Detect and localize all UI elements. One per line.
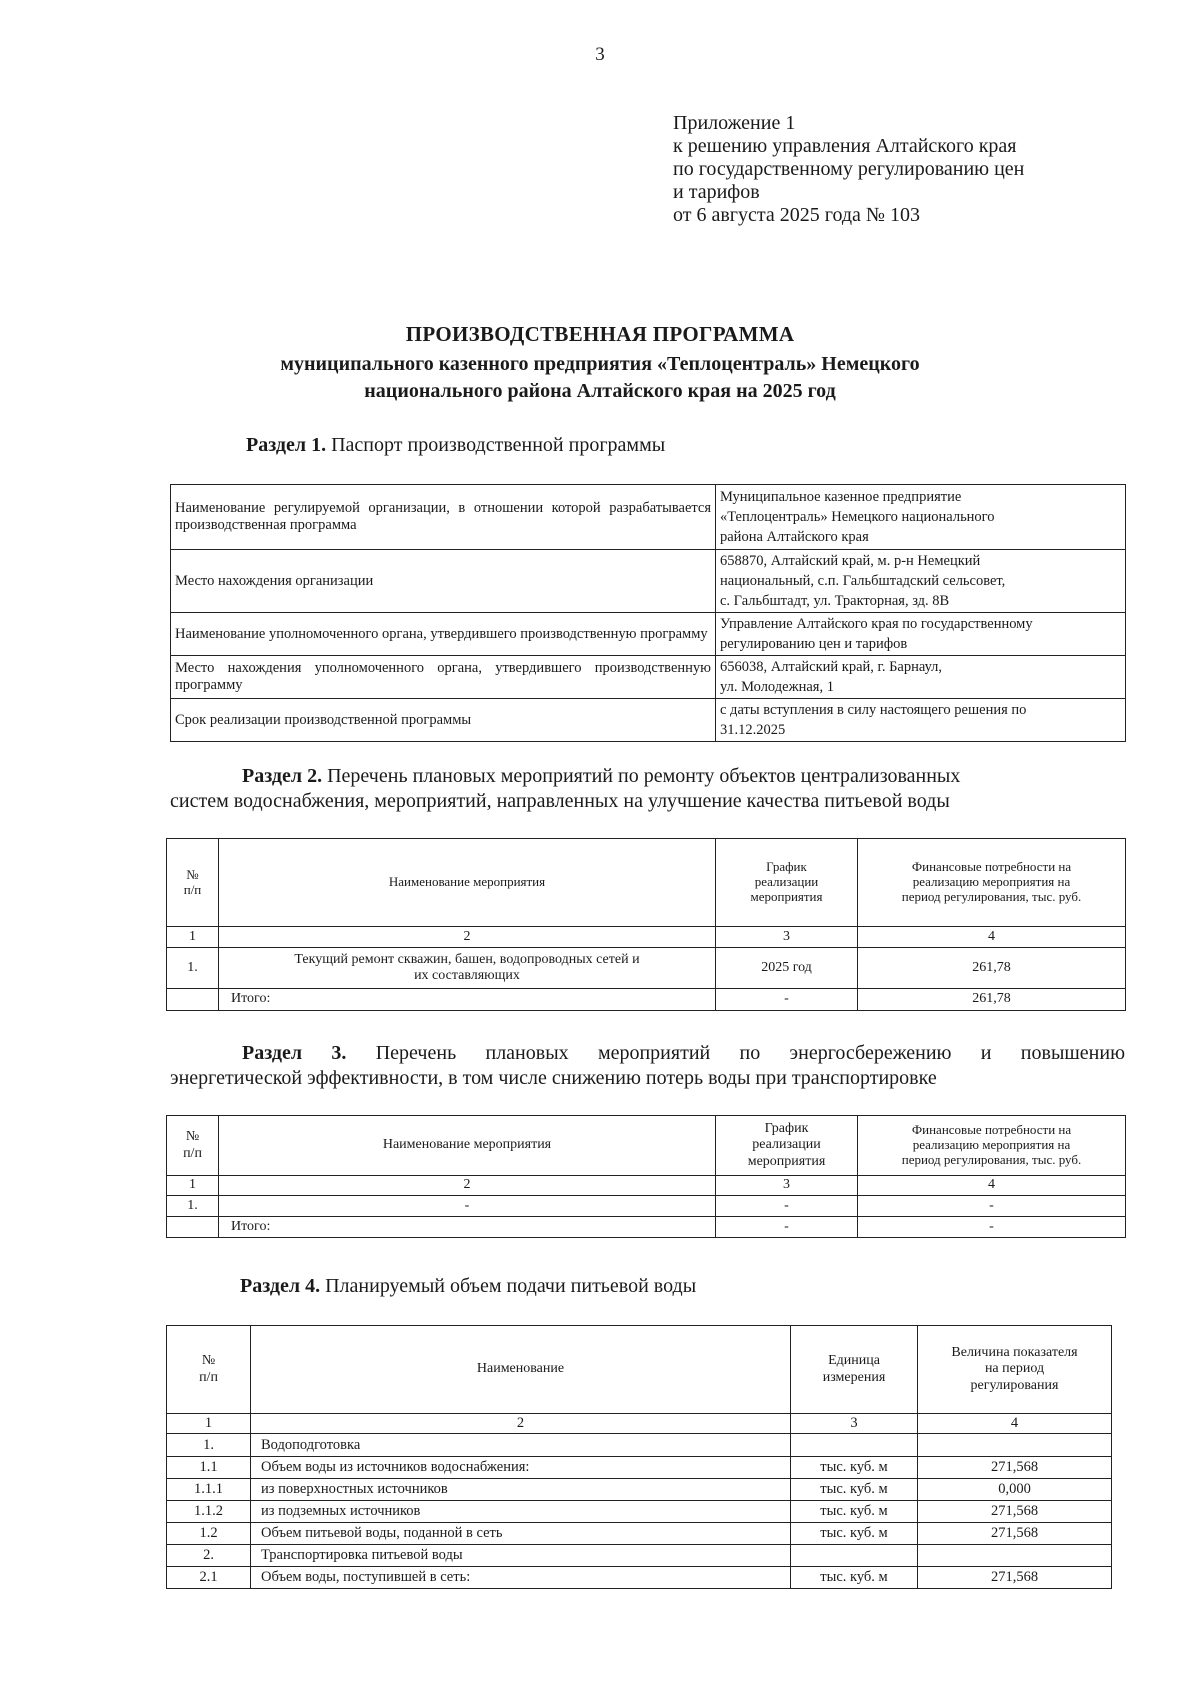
passport-value [716,550,1126,613]
row-name [219,948,716,989]
header-num [167,1326,251,1414]
header-text: Финансовые потребности на [911,1122,1072,1138]
row-finance: 261,78 [858,948,1126,989]
table-row [171,656,1126,699]
row-num [167,1217,219,1238]
header-text: График [766,859,807,875]
row-unit: тыс. куб. м [791,1501,918,1523]
header-num [167,1116,219,1176]
section2-label: Раздел 2. [242,765,323,787]
column-number: 2 [219,1176,716,1196]
row-unit: тыс. куб. м [791,1479,918,1501]
passport-value-line: 31.12.2025 [720,722,786,738]
section2-table [166,838,1126,1011]
passport-table [170,484,1126,742]
total-row [167,989,1126,1011]
column-number: 4 [858,927,1126,948]
row-name: Объем воды из источников водоснабжения: [251,1457,791,1479]
row-name: Водоподготовка [251,1434,791,1457]
total-schedule: - [716,1217,858,1238]
row-num: 1. [167,1196,219,1217]
passport-label: Срок реализации производственной программы [171,699,716,742]
table-row [167,1457,1112,1479]
column-number-row [167,1414,1112,1434]
row-num: 1.2 [167,1523,251,1545]
table-row [167,1196,1126,1217]
row-num: 1. [167,1434,251,1457]
total-schedule: - [716,989,858,1011]
total-row [167,1217,1126,1238]
passport-value-line: с. Гальбштадт, ул. Тракторная, зд. 8В [720,593,950,610]
header-text: График [764,1121,809,1137]
header-text: мероприятия [747,1153,826,1169]
passport-value-line: ул. Молодежная, 1 [720,679,834,695]
passport-value-line: национальный, с.п. Гальбштадский сельсовет, [720,572,1006,589]
passport-value [716,485,1126,550]
header-text: мероприятия [750,888,823,904]
section4-title: Планируемый объем подачи питьевой воды [320,1275,697,1297]
section2-title-line: Перечень плановых мероприятий по ремонту объектов централизованных [322,765,961,787]
header-text: период регулирования, тыс. руб. [901,888,1082,904]
header-finance [858,1116,1126,1176]
row-value [918,1545,1112,1567]
passport-value-line: «Теплоцентраль» Немецкого национального [720,508,995,525]
row-finance: - [858,1196,1126,1217]
row-name: Объем питьевой воды, поданной в сеть [251,1523,791,1545]
table-header-row [167,1116,1126,1176]
row-name: Транспортировка питьевой воды [251,1545,791,1567]
passport-value-line: Муниципальное казенное предприятие [720,488,962,505]
header-text: Единица [828,1353,880,1369]
row-value: 0,000 [918,1479,1112,1501]
row-value [918,1434,1112,1457]
appendix-line: к решению управления Алтайского края [673,135,1017,157]
header-text: реализации [754,874,819,890]
table-row [167,1434,1112,1457]
section4-label: Раздел 4. [240,1275,321,1297]
section3-title-line: Перечень плановых мероприятий по энергосбережению и повышению [346,1042,1126,1064]
row-value: 271,568 [918,1567,1112,1589]
section1-title: Паспорт производственной программы [326,434,666,456]
header-text: п/п [183,1145,202,1161]
section4-heading [240,1274,696,1299]
table-row [167,1567,1112,1589]
document-subtitle-line: муниципального казенного предприятия «Теплоцентраль» Немецкого [280,353,920,375]
header-name: Наименование [251,1326,791,1414]
row-name: из подземных источников [251,1501,791,1523]
passport-label: Наименование уполномоченного органа, утвердившего производственную программу [171,613,716,656]
header-text: п/п [183,881,202,897]
appendix-line: по государственному регулированию цен [673,158,1025,180]
header-text: № [185,1129,200,1145]
section4-table [166,1325,1112,1589]
header-text: Величина показателя [951,1345,1078,1361]
row-name: Объем воды, поступившей в сеть: [251,1567,791,1589]
column-number: 4 [858,1176,1126,1196]
row-name: из поверхностных источников [251,1479,791,1501]
table-row [171,550,1126,613]
passport-label: Место нахождения уполномоченного органа, утвердившего производственную программу [171,656,716,699]
header-text: на период [984,1361,1045,1377]
header-text: регулирования [970,1377,1059,1393]
table-row [167,1479,1112,1501]
row-name-line: их составляющих [414,968,520,983]
table-row [167,1523,1112,1545]
row-schedule: 2025 год [716,948,858,989]
table-row [171,699,1126,742]
header-text: реализации [752,1137,821,1153]
section3-label: Раздел 3. [242,1042,347,1064]
section2-heading [170,764,1125,814]
column-number: 3 [716,1176,858,1196]
column-number-row [167,1176,1126,1196]
row-value: 271,568 [918,1523,1112,1545]
header-num [167,839,219,927]
header-text: измерения [822,1369,886,1385]
header-text: реализацию мероприятия на [912,874,1071,890]
table-row [167,1545,1112,1567]
column-number: 1 [167,927,219,948]
row-num [167,989,219,1011]
header-schedule [716,1116,858,1176]
header-text: Финансовые потребности на [911,859,1072,875]
header-name: Наименование мероприятия [219,1116,716,1176]
section3-heading [170,1041,1125,1091]
row-value: 271,568 [918,1501,1112,1523]
total-finance: - [858,1217,1126,1238]
header-finance [858,839,1126,927]
row-unit: тыс. куб. м [791,1523,918,1545]
column-number: 1 [167,1414,251,1434]
header-unit [791,1326,918,1414]
header-text: № [201,1353,216,1369]
table-row [167,948,1126,989]
row-num: 1. [167,948,219,989]
row-num: 1.1.2 [167,1501,251,1523]
page-number: 3 [595,44,605,65]
header-value [918,1326,1112,1414]
total-finance: 261,78 [858,989,1126,1011]
header-schedule [716,839,858,927]
document-title: ПРОИЗВОДСТВЕННАЯ ПРОГРАММА [405,322,795,346]
header-name: Наименование мероприятия [219,839,716,927]
passport-value-line: с даты вступления в силу настоящего решения по [720,701,1027,718]
column-number: 2 [251,1414,791,1434]
passport-value [716,656,1126,699]
section3-table [166,1115,1126,1238]
header-text: № [186,866,199,882]
passport-value [716,699,1126,742]
passport-label: Наименование регулируемой организации, в отношении которой разрабатывается производственная программа [171,485,716,550]
column-number: 1 [167,1176,219,1196]
passport-value-line: 656038, Алтайский край, г. Барнаул, [720,658,943,675]
total-label: Итого: [219,989,716,1011]
row-schedule: - [716,1196,858,1217]
row-unit: тыс. куб. м [791,1567,918,1589]
table-header-row [167,839,1126,927]
header-text: п/п [199,1369,218,1385]
row-num: 2. [167,1545,251,1567]
passport-label: Место нахождения организации [171,550,716,613]
section1-heading [246,433,665,458]
row-value: 271,568 [918,1457,1112,1479]
table-row [171,613,1126,656]
passport-value [716,613,1126,656]
appendix-line: Приложение 1 [673,112,796,134]
appendix-line: от 6 августа 2025 года № 103 [673,204,921,226]
column-number: 2 [219,927,716,948]
row-unit: тыс. куб. м [791,1457,918,1479]
row-unit [791,1545,918,1567]
row-num: 1.1 [167,1457,251,1479]
section3-title-line: энергетической эффективности, в том числе снижению потерь воды при транспортировке [170,1067,937,1089]
column-number: 4 [918,1414,1112,1434]
document-subtitle-line: национального района Алтайского края на 2025 год [364,380,836,402]
passport-value-line: регулированию цен и тарифов [720,636,908,652]
appendix-block [673,112,1024,227]
total-label: Итого: [219,1217,716,1238]
row-name: - [219,1196,716,1217]
row-unit [791,1434,918,1457]
header-text: период регулирования, тыс. руб. [901,1151,1082,1167]
header-text: реализацию мероприятия на [912,1137,1071,1153]
passport-value-line: Управление Алтайского края по государственному [720,615,1033,632]
table-row [171,485,1126,550]
column-number: 3 [791,1414,918,1434]
section1-label: Раздел 1. [246,434,327,456]
appendix-line: и тарифов [673,181,760,203]
section2-title-line: систем водоснабжения, мероприятий, направленных на улучшение качества питьевой воды [170,790,950,812]
table-row [167,1501,1112,1523]
column-number: 3 [716,927,858,948]
row-name-line: Текущий ремонт скважин, башен, водопроводных сетей и [294,951,640,967]
row-num: 2.1 [167,1567,251,1589]
passport-value-line: 658870, Алтайский край, м. р-н Немецкий [720,552,981,569]
table-header-row [167,1326,1112,1414]
column-number-row [167,927,1126,948]
passport-value-line: района Алтайского края [720,529,869,546]
row-num: 1.1.1 [167,1479,251,1501]
